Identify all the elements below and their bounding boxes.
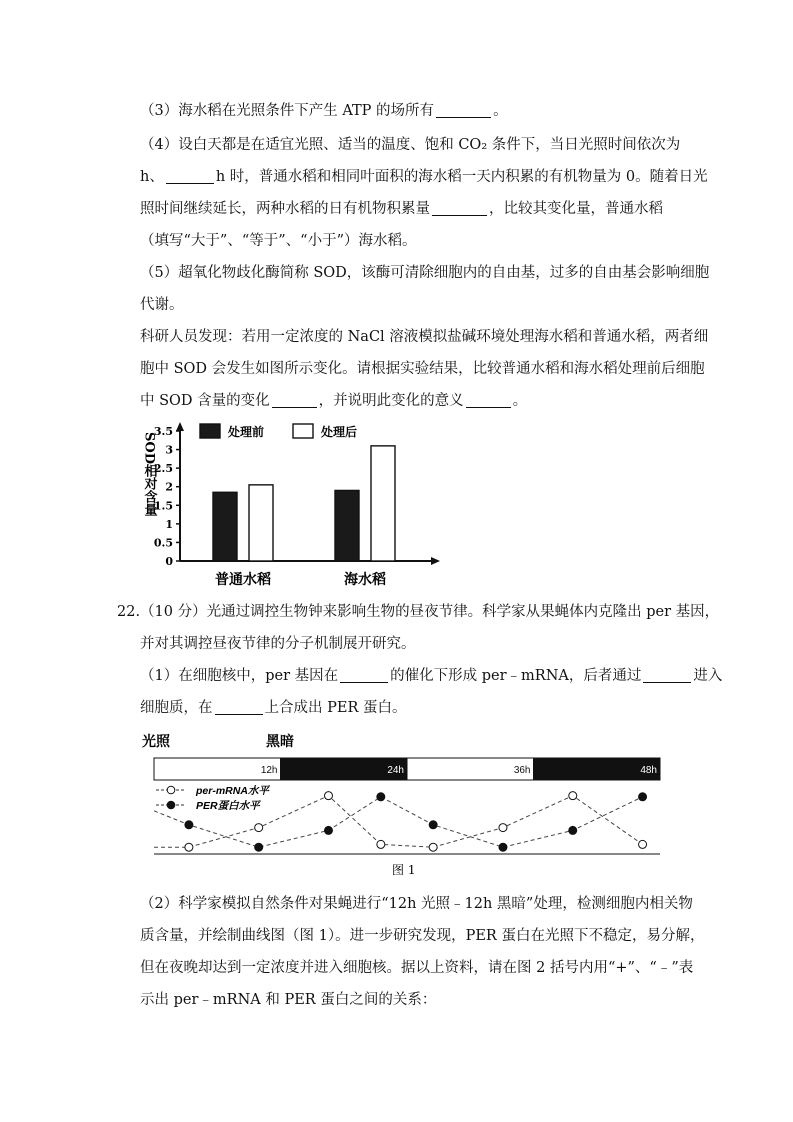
time-label: 12h (260, 765, 278, 776)
q4-line-1: （4）设白天都是在适宜光照、适当的温度、饱和 CO₂ 条件下，当日光照时间依次为 (140, 137, 681, 153)
y-tick-label: 3 (165, 443, 173, 457)
q22-text-d2: 上合成出 PER 蛋白。 (264, 700, 407, 716)
q22-line-3 (140, 666, 722, 686)
light-label: 光照 (142, 734, 170, 750)
bar-chart-yticks (154, 425, 180, 568)
dark-label: 黑暗 (266, 734, 294, 750)
q5-text-e1: 中 SOD 含量的变化 (140, 393, 270, 409)
light-dark-bands (154, 758, 660, 780)
y-tick-label: 2.5 (153, 462, 173, 476)
answer-blank[interactable] (215, 700, 263, 715)
q5-line-3: 科研人员发现：若用一定浓度的 NaCl 溶液模拟盐碱环境处理海水稻和普通水稻，两者细 (140, 329, 709, 345)
q5-line-4: 胞中 SOD 会发生如图所示变化。请根据实验结果，比较普通水稻和海水稻处理前后细胞 (140, 361, 705, 377)
q22-text-c3: 进入 (693, 668, 723, 684)
y-tick-label: 0 (165, 555, 173, 568)
mrna-point (569, 792, 577, 800)
mrna-point (639, 840, 647, 848)
q4-text-b2: h 时，普通水稻和相同叶面积的海水稻一天内积累的有机物量为 0。随着日光 (215, 169, 708, 185)
protein-point (185, 821, 193, 829)
protein-point (639, 793, 647, 801)
answer-blank[interactable] (272, 393, 317, 408)
q5-text-e2: ，并说明此变化的意义 (318, 393, 464, 409)
bar-chart-bars (213, 446, 395, 561)
line-chart-legend (156, 784, 270, 812)
q22-text-c1: （1）在细胞核中，per 基因在 (140, 668, 339, 684)
answer-blank[interactable] (643, 668, 691, 683)
bar-after (249, 485, 273, 561)
q22-line-1: 22.（10 分）光通过调控生物钟来影响生物的昼夜节律。科学家从果蝇体内克隆出 per 基因， (117, 604, 720, 620)
q22-line-4 (140, 698, 406, 718)
q5-line-1: （5）超氧化物歧化酶简称 SOD，该酶可清除细胞内的自由基，过多的自由基会影响细胞 (140, 265, 710, 281)
answer-blank[interactable] (466, 393, 511, 408)
q22-text-d1: 细胞质，在 (140, 700, 213, 716)
mrna-point (429, 843, 437, 851)
answer-blank[interactable] (432, 201, 487, 216)
q22-line-8: 示出 per﹣mRNA 和 PER 蛋白之间的关系： (140, 992, 437, 1008)
q4-line-4: （填写“大于”、“等于”、“小于”）海水稻。 (140, 233, 417, 249)
protein-point (569, 826, 577, 834)
answer-blank[interactable] (166, 169, 214, 184)
category-label: 海水稻 (344, 572, 386, 588)
answer-blank[interactable] (436, 103, 491, 118)
mrna-point (377, 840, 385, 848)
mrna-point (324, 792, 332, 800)
legend-marker (167, 801, 175, 809)
mrna-point (185, 843, 193, 851)
mrna-point (255, 824, 263, 832)
protein-point (499, 843, 507, 851)
circadian-line-chart (140, 728, 670, 878)
protein-point (377, 793, 385, 801)
q22-line-7: 但在夜晚却达到一定浓度并进入细胞核。据以上资料，请在图 2 括号内用“+”、“﹣”表 (140, 960, 694, 976)
time-label: 36h (513, 765, 531, 776)
q5-line-5 (140, 391, 527, 411)
time-label: 48h (640, 765, 657, 776)
q4-line-3 (140, 199, 663, 219)
y-tick-label: 3.5 (153, 425, 173, 438)
q4-line-2 (140, 167, 708, 187)
answer-blank[interactable] (340, 668, 388, 683)
q3-line: （3）海水稻在光照条件下产生 ATP 的场所有 。 (140, 103, 508, 119)
legend-label: per-mRNA水平 (196, 785, 269, 797)
y-tick-label: 1 (165, 517, 173, 531)
y-tick-label: 2 (165, 480, 173, 494)
bar-chart-xlabels (215, 571, 386, 588)
bar-chart-ylabel: SOD相对含量 (141, 432, 157, 516)
q5-line-2: 代谢。 (140, 297, 184, 313)
protein-point (324, 826, 332, 834)
q5-text-e3: 。 (512, 393, 528, 409)
protein-point (255, 843, 263, 851)
q3-text: （3）海水稻在光照条件下产生 ATP 的场所有 (140, 103, 435, 119)
sod-bar-chart (135, 418, 445, 593)
time-label: 24h (387, 765, 404, 776)
y-tick-label: 0.5 (153, 536, 173, 550)
legend-label: 处理前 (228, 425, 265, 439)
q4-text-b1: h、 (140, 169, 164, 185)
mrna-point (499, 824, 507, 832)
legend-swatch (293, 424, 313, 438)
q22-line-2: 并对其调控昼夜节律的分子机制展开研究。 (140, 636, 416, 652)
category-label: 普通水稻 (215, 572, 271, 588)
q4-text-c2: ，比较其变化量，普通水稻 (489, 201, 663, 217)
figure-caption: 图 1 (392, 863, 416, 877)
q4-text-c1: 照时间继续延长，两种水稻的日有机物积累量 (140, 201, 430, 217)
q22-text-c2: 的催化下形成 per﹣mRNA，后者通过 (390, 668, 642, 684)
bar-chart-legend (200, 424, 357, 439)
legend-label: 处理后 (321, 425, 358, 439)
y-tick-label: 1.5 (153, 499, 173, 513)
bar-after (371, 446, 395, 561)
bar-before (335, 490, 359, 561)
q22-line-5: （2）科学家模拟自然条件对果蝇进行“12h 光照﹣12h 黑暗”处理，检测细胞内相关物 (140, 896, 693, 912)
legend-swatch (200, 424, 220, 438)
protein-point (429, 821, 437, 829)
legend-marker (167, 786, 175, 794)
bar-before (213, 492, 237, 561)
q22-line-6: 质含量，并绘制曲线图（图 1）。进一步研究发现，PER 蛋白在光照下不稳定，易分解， (140, 928, 705, 944)
legend-label: PER蛋白水平 (196, 800, 260, 812)
